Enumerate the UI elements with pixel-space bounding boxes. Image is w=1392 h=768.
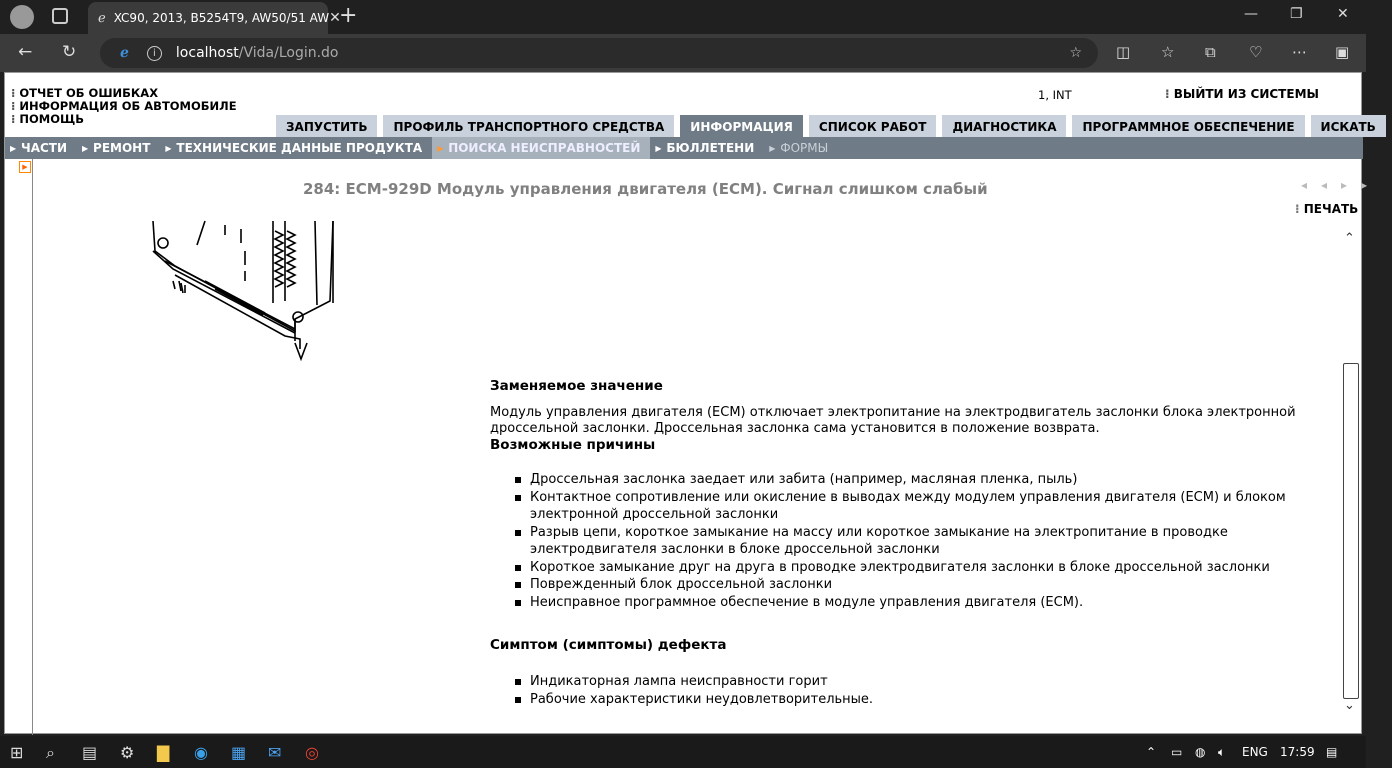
scroll-down-icon[interactable]: ⌄ xyxy=(1344,698,1355,713)
causes-list xyxy=(515,471,1300,611)
vida-page xyxy=(4,72,1382,734)
ie-mode-icon[interactable]: ℯ xyxy=(120,45,129,61)
mail-icon[interactable]: ✉ xyxy=(268,743,282,762)
tray-chevron-icon[interactable]: ⌃ xyxy=(1146,745,1157,759)
error-report-link[interactable]: ⁝ ОТЧЕТ ОБ ОШИБКАХ xyxy=(11,87,237,100)
user-info: 1, INT xyxy=(1038,88,1072,102)
volume-icon[interactable]: 🔈︎ xyxy=(1218,745,1226,759)
clock[interactable]: 17:59 xyxy=(1280,745,1315,759)
close-tab-icon[interactable]: ✕ xyxy=(329,10,341,26)
doc-nav-arrows[interactable] xyxy=(1301,178,1381,192)
start-icon[interactable]: ⊞ xyxy=(10,743,24,762)
power-icon[interactable]: ▭ xyxy=(1171,745,1183,759)
logout-link[interactable]: ⁝ ВЫЙТИ ИЗ СИСТЕМЫ xyxy=(1165,87,1319,101)
list-item: Дроссельная заслонка заедает или забита (например, масляная пленка, пыль) xyxy=(515,471,1300,489)
profile-avatar[interactable] xyxy=(10,5,34,29)
subnav-bulletins[interactable]: ▶ БЮЛЛЕТЕНИ xyxy=(650,137,764,159)
tab-actions-icon[interactable] xyxy=(52,8,68,24)
symptoms-list xyxy=(515,673,1300,708)
tab-work-list[interactable]: СПИСОК РАБОТ xyxy=(809,115,937,137)
subnav-troubleshooting[interactable]: ▶ ПОИСКА НЕИСПРАВНОСТЕЙ xyxy=(432,137,650,159)
windows-taskbar xyxy=(0,736,1366,768)
sub-navigation xyxy=(5,137,1363,159)
url-host: localhost xyxy=(175,45,239,61)
vehicle-info-link[interactable]: ⁝ ИНФОРМАЦИЯ ОБ АВТОМОБИЛЕ xyxy=(11,100,237,113)
subnav-tech-data[interactable]: ▶ ТЕХНИЧЕСКИЕ ДАННЫЕ ПРОДУКТА xyxy=(160,137,432,159)
new-tab-icon[interactable]: + xyxy=(339,3,358,28)
browser-essentials-icon[interactable]: ♡ xyxy=(1249,43,1263,61)
subnav-repair[interactable]: ▶ РЕМОНТ xyxy=(77,137,160,159)
back-icon[interactable]: ← xyxy=(18,42,33,62)
content-scrollbar[interactable] xyxy=(1341,229,1361,719)
browser-tab[interactable] xyxy=(88,2,341,34)
tab-information[interactable]: ИНФОРМАЦИЯ xyxy=(680,115,803,137)
scroll-up-icon[interactable]: ⌃ xyxy=(1344,231,1355,246)
left-collapse-strip xyxy=(5,159,33,735)
restore-icon[interactable]: ❐ xyxy=(1290,6,1303,22)
split-screen-icon[interactable]: ◫ xyxy=(1116,43,1131,61)
list-item: Контактное сопротивление или окисление в выводах между модулем управления двигателя (ECM) и блоком электронной дроссельной заслонки xyxy=(515,489,1300,524)
possible-causes-heading: Возможные причины xyxy=(490,437,656,453)
list-item: Индикаторная лампа неисправности горит xyxy=(515,673,1300,691)
more-menu-icon[interactable]: ⋯ xyxy=(1292,43,1307,61)
collections-icon[interactable]: ⧉ xyxy=(1205,43,1216,61)
edge-icon[interactable]: ◉ xyxy=(194,743,208,762)
tab-diagnostics[interactable]: ДИАГНОСТИКА xyxy=(942,115,1066,137)
minimize-icon[interactable]: — xyxy=(1244,6,1258,22)
chrome-icon[interactable]: ◎ xyxy=(305,743,319,762)
list-item: Рабочие характеристики неудовлетворительные. xyxy=(515,691,1300,709)
subnav-forms[interactable]: ▶ ФОРМЫ xyxy=(764,137,838,159)
url-path: /Vida/Login.do xyxy=(238,45,339,61)
list-item: Разрыв цепи, короткое замыкание на массу или короткое замыкание на электропитание в проводке электродвигателя заслонки в блоке дроссельной заслонки xyxy=(515,524,1300,559)
ecm-illustration xyxy=(145,221,345,363)
store-icon[interactable]: ▦ xyxy=(231,743,247,762)
document-title: 284: ECM-929D Модуль управления двигателя (ECM). Сигнал слишком слабый xyxy=(303,180,988,198)
search-icon[interactable]: ⌕ xyxy=(46,743,55,762)
symptoms-heading: Симптом (симптомы) дефекта xyxy=(490,637,727,653)
settings-gear-icon[interactable]: ⚙ xyxy=(120,743,135,762)
favorite-star-icon[interactable]: ☆ xyxy=(1069,45,1082,61)
next-page-icon[interactable]: ▸▸ xyxy=(1341,178,1382,192)
prev-page-icon[interactable]: ◂◂ xyxy=(1301,178,1342,192)
document-content xyxy=(490,378,1300,708)
list-item: Короткое замыкание друг на друга в проводке электродвигателя заслонки в блоке дроссельной заслонки xyxy=(515,559,1300,577)
task-view-icon[interactable]: ▤ xyxy=(82,743,98,762)
browser-tabbar xyxy=(0,0,1366,34)
notifications-icon[interactable]: ▤ xyxy=(1326,745,1338,759)
tab-start[interactable]: ЗАПУСТИТЬ xyxy=(276,115,377,137)
tab-title: XC90, 2013, B5254T9, AW50/51 AW xyxy=(113,11,330,25)
print-link[interactable]: ⁝ ПЕЧАТЬ xyxy=(1295,202,1358,216)
refresh-icon[interactable]: ↻ xyxy=(62,42,77,62)
info-icon[interactable]: i xyxy=(147,46,162,61)
expand-panel-icon[interactable]: ▶ xyxy=(19,161,31,173)
replacement-value-heading: Заменяемое значение xyxy=(490,378,663,394)
help-link[interactable]: ⁝ ПОМОЩЬ xyxy=(11,113,237,126)
scroll-thumb[interactable] xyxy=(1343,363,1359,699)
tab-search[interactable]: ИСКАТЬ xyxy=(1311,115,1386,137)
top-links xyxy=(11,87,237,126)
sidebar-icon[interactable]: ▣ xyxy=(1335,43,1350,61)
language-indicator[interactable]: ENG xyxy=(1242,745,1268,759)
network-icon[interactable]: ◍ xyxy=(1195,745,1206,759)
close-window-icon[interactable]: ✕ xyxy=(1337,6,1349,22)
url-field[interactable] xyxy=(100,38,1098,68)
file-explorer-icon[interactable]: ▇ xyxy=(157,743,170,762)
list-item: Поврежденный блок дроссельной заслонки xyxy=(515,576,1300,594)
ie-mode-icon: ℯ xyxy=(98,10,106,26)
list-item: Неисправное программное обеспечение в модуле управления двигателя (ECM). xyxy=(515,594,1300,612)
tab-software[interactable]: ПРОГРАММНОЕ ОБЕСПЕЧЕНИЕ xyxy=(1072,115,1304,137)
subnav-parts[interactable]: ▶ ЧАСТИ xyxy=(5,137,77,159)
favorites-icon[interactable]: ☆ xyxy=(1161,43,1175,61)
main-tabs xyxy=(276,115,1392,137)
address-bar xyxy=(0,34,1366,72)
replacement-value-text: Модуль управления двигателя (ECM) отключает электропитание на электродвигатель заслонки блока электронной дроссельной заслонки. Дроссельная заслонка сама установится в положение возврата. xyxy=(490,405,1296,436)
tab-vehicle-profile[interactable]: ПРОФИЛЬ ТРАНСПОРТНОГО СРЕДСТВА xyxy=(383,115,674,137)
